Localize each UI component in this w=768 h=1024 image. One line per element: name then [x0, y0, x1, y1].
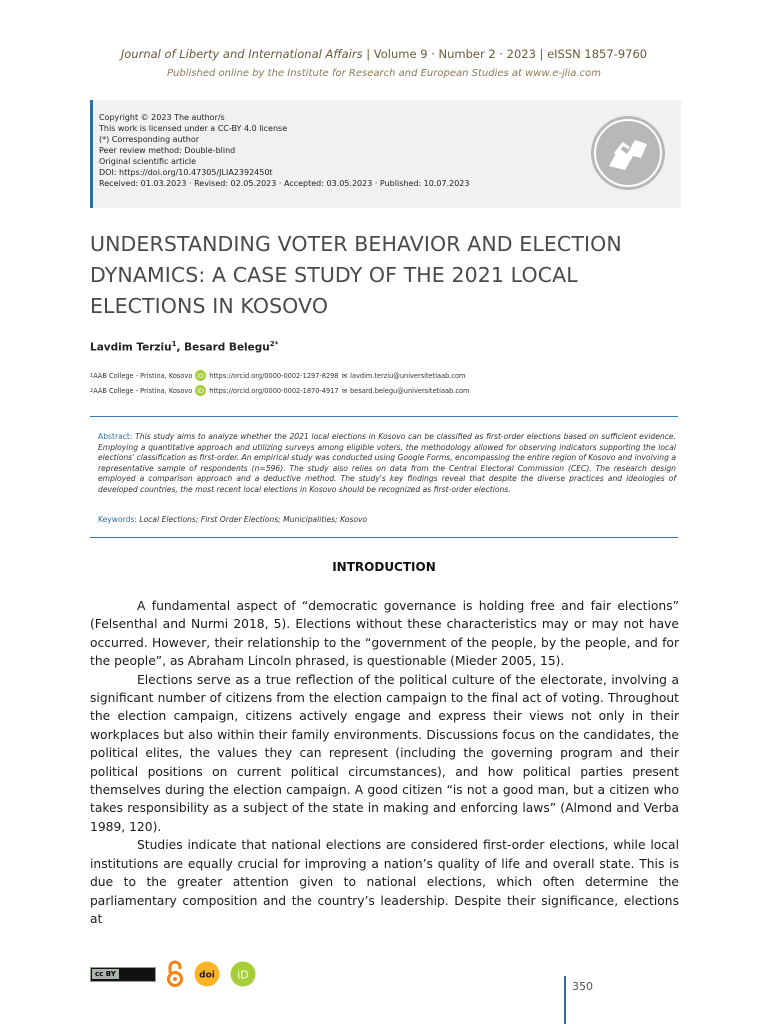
open-access-icon[interactable]	[166, 960, 184, 988]
keywords-text: Local Elections; First Order Elections; Municipalities; Kosovo	[139, 515, 368, 524]
abstract-label: Abstract:	[98, 432, 133, 441]
journal-name: Journal of Liberty and International Affairs	[120, 47, 363, 61]
doi-icon[interactable]	[194, 961, 220, 987]
published-line: Published online by the Institute for Research and European Studies at www.e-jlia.com	[167, 68, 601, 79]
svg-text:doi: doi	[199, 970, 215, 981]
author-separator: ,	[176, 341, 185, 354]
paragraph-2: Elections serve as a true reflection of the political culture of the electorate, involving a significant number of citizens from the election campaign to the final act of voting. Throughout the election campaign, citizens actively engage and express their views not only in their workplaces but also within their family environments. Discussions focus on the candidates, the political elites, the values they can represent (including the governing program and their political positions on current political circumstances), and how political parties present themselves during the election campaign. A good citizen “is not a good man, but a citizen who takes responsibility as a subject of the state in making and enforcing laws” (Almond and Verba 1989, 120).	[90, 672, 679, 834]
copyright-line: Copyright © 2023 The author/s	[99, 113, 225, 122]
article-title: UNDERSTANDING VOTER BEHAVIOR AND ELECTION DYNAMICS: A CASE STUDY OF THE 2021 LOCAL ELECTIONS IN KOSOVO	[90, 232, 622, 318]
keywords-label: Keywords:	[98, 515, 137, 524]
corresponding-line: (*) Corresponding author	[99, 135, 200, 144]
author-2-sup: 2*	[269, 340, 279, 348]
affiliation-2-sup: 2	[90, 387, 94, 394]
journal-logo-icon	[589, 114, 667, 192]
affiliation-1	[90, 370, 465, 381]
doi-line[interactable]: DOI: https://doi.org/10.47305/JLIA2392450t	[99, 168, 273, 177]
email-icon: ✉	[341, 386, 348, 395]
abstract-top-rule	[90, 416, 678, 417]
author-1: Lavdim Terziu	[90, 341, 172, 354]
abstract-text: This study aims to analyze whether the 2021 local elections in Kosovo can be classified as first-order elections based on sufficient evidence. Employing a quantitative approach and utilizing surveys among eligible voters, the methodology allowed for observing indicators supporting the local elections' classification as first-order. An empirical study was conducted using Google Forms, encompassing the entire region of Kosovo and involving a representative sample of respondents (n=596). The study also relies on data from the Central Electoral Commission (CEC). The research design employed a comparison approach and a deductive method. The study's key findings reveal that despite the diverse practices and ideologies of developed countries, the most recent local elections in Kosovo should be recognized as first-order elections.	[98, 432, 676, 494]
affiliation-2	[90, 385, 469, 396]
body-text	[90, 597, 679, 928]
affiliation-2-text: AAB College - Pristina, Kosovo	[93, 386, 193, 395]
author-1-sup: 1	[171, 340, 177, 348]
cc-by-icon[interactable]	[90, 967, 156, 982]
footer-icons	[90, 960, 256, 988]
page-number: 350	[572, 980, 593, 993]
page-number-bar	[564, 976, 566, 1024]
svg-text:iD: iD	[237, 968, 249, 982]
affiliation-1-orcid[interactable]: https://orcid.org/0000-0002-1297-8298	[209, 371, 339, 380]
article-type-line: Original scientific article	[99, 157, 197, 166]
cc-by-label: cc BY	[92, 969, 119, 979]
issue-info: | Volume 9 · Number 2 · 2023 | eISSN 1857-9760	[362, 47, 648, 61]
abstract	[98, 432, 676, 495]
affiliation-1-sup: 1	[90, 372, 94, 379]
article-info-lines	[99, 112, 469, 189]
affiliation-2-orcid[interactable]: https://orcid.org/0000-0002-1870-4917	[209, 386, 339, 395]
orcid-icon[interactable]	[195, 370, 206, 381]
article-info-box	[90, 100, 681, 208]
peer-review-line: Peer review method: Double-blind	[99, 146, 236, 155]
keywords	[98, 515, 367, 524]
paragraph-3: Studies indicate that national elections are considered first-order elections, while local institutions are equally crucial for improving a nation’s quality of life and overall state. This is due to the greater attention given to national elections, which often determine the parliamentary composition and the country’s leadership. Despite their significance, elections at	[90, 838, 679, 926]
affiliation-2-email[interactable]: besard.belegu@universitetiaab.com	[350, 386, 470, 395]
email-icon: ✉	[341, 371, 348, 380]
paragraph-1: A fundamental aspect of “democratic governance is holding free and fair elections” (Felsenthal and Nurmi 2018, 5). Elections without these characteristics may or may not have occurred. However, their relationship to the “government of the people, by the people, and for the people”, as Abraham Lincoln phrased, is questionable (Mieder 2005, 15).	[90, 599, 679, 669]
svg-text:iD: iD	[197, 386, 205, 395]
authors-line	[90, 340, 278, 354]
author-2: Besard Belegu	[184, 341, 270, 354]
orcid-icon[interactable]	[195, 385, 206, 396]
affiliation-1-email[interactable]: lavdim.terziu@universitetiaab.com	[350, 371, 466, 380]
journal-header	[0, 47, 768, 61]
orcid-icon[interactable]	[230, 961, 256, 987]
svg-text:iD: iD	[197, 371, 205, 380]
section-heading: INTRODUCTION	[332, 560, 436, 574]
abstract-bottom-rule	[90, 537, 678, 538]
license-line: This work is licensed under a CC-BY 4.0 license	[99, 124, 288, 133]
affiliation-1-text: AAB College - Pristina, Kosovo	[93, 371, 193, 380]
dates-line: Received: 01.03.2023 · Revised: 02.05.2023 · Accepted: 03.05.2023 · Published: 10.07.2023	[99, 179, 470, 188]
